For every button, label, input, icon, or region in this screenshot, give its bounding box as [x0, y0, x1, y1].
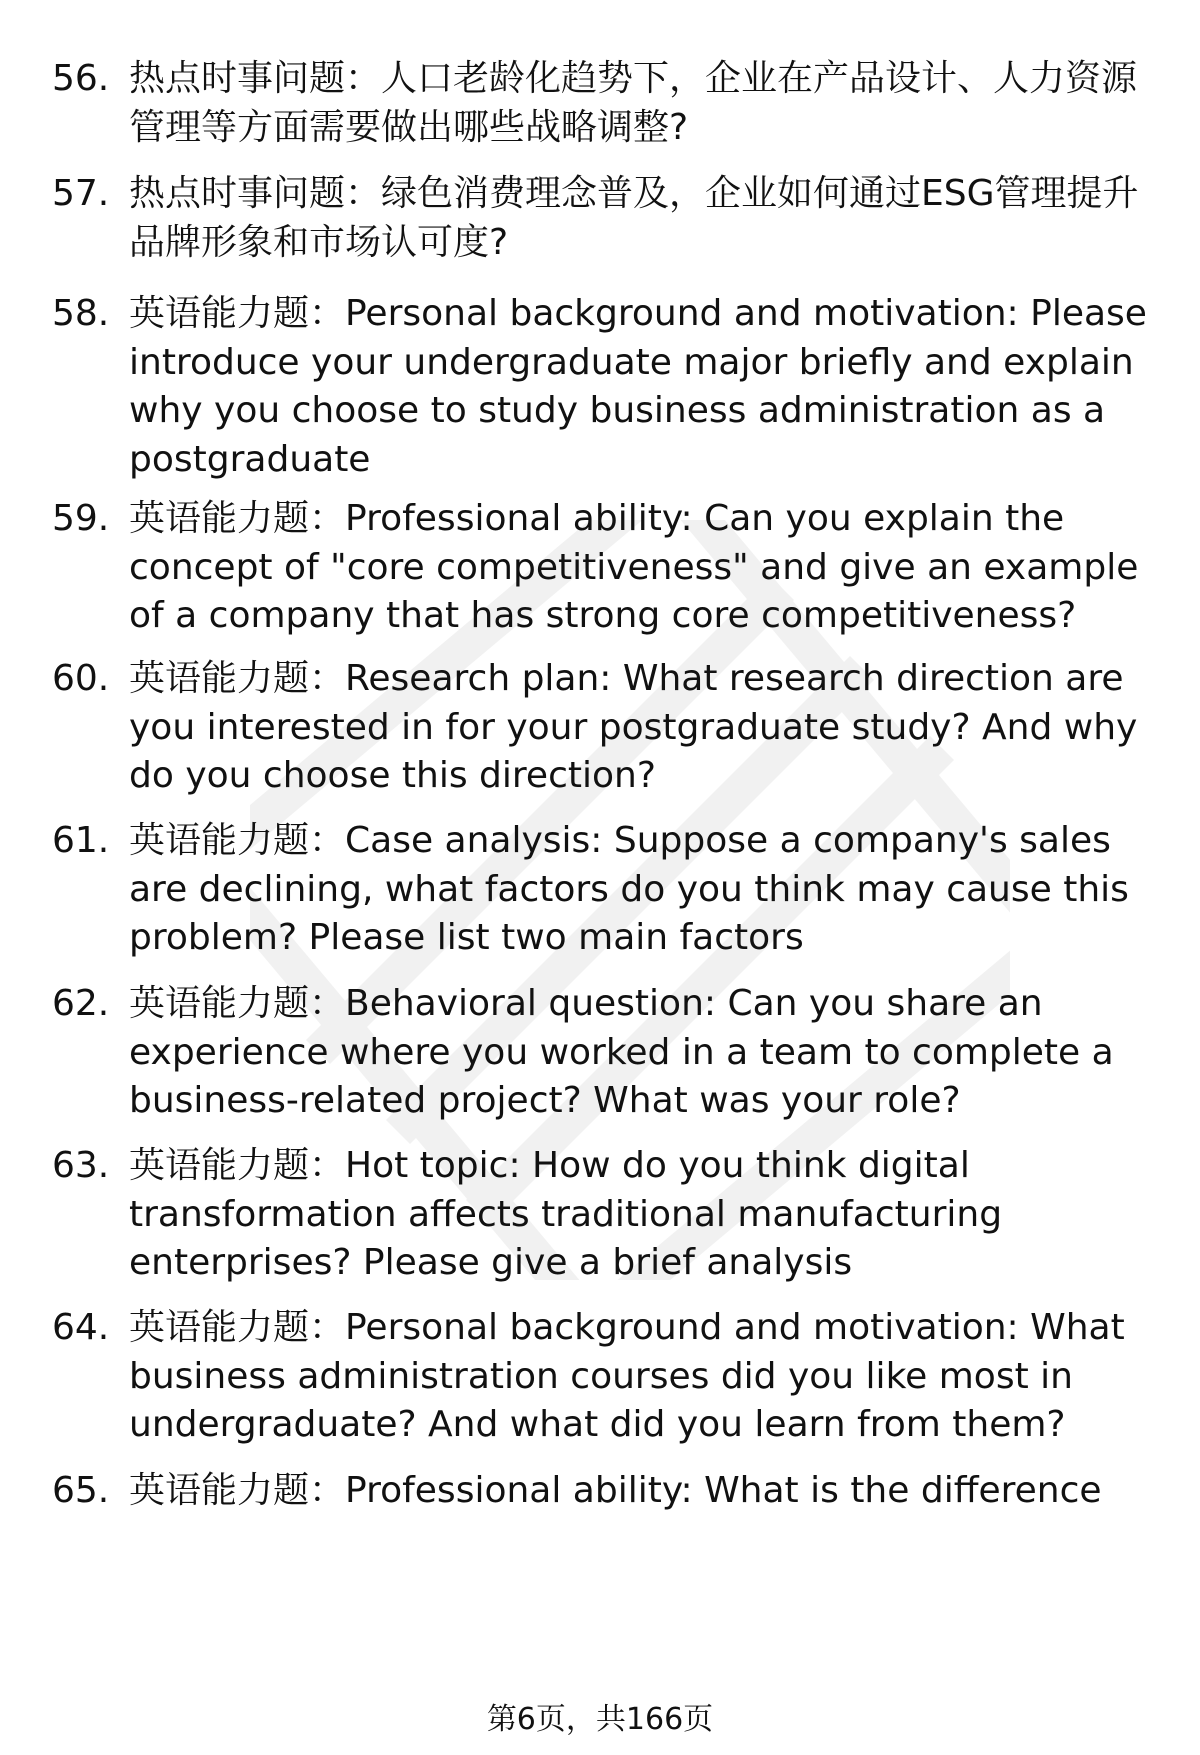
question-number: 61. [52, 820, 110, 861]
question-text: 热点时事问题：绿色消费理念普及，企业如何通过ESG管理提升品牌形象和市场认可度? [129, 173, 1139, 263]
question-number: 62. [52, 983, 110, 1024]
page-number-label: 第6页，共166页 [486, 1702, 714, 1737]
question-text: 英语能力题：Professional ability: Can you explain the concept of "core competitiveness" and give an example of a company that has strong core competitiveness? [129, 498, 1139, 636]
question-item-63 [52, 1142, 1162, 1288]
question-item-58 [52, 290, 1162, 484]
question-item-64 [52, 1304, 1162, 1450]
question-item-59 [52, 495, 1162, 641]
question-text: 英语能力题：Personal background and motivation: Please introduce your undergraduate major briefly and explain why you choose to study business administration as a postgraduate [129, 293, 1147, 480]
question-item-65 [52, 1467, 1162, 1516]
question-number: 59. [52, 498, 110, 539]
question-text: 热点时事问题：人口老龄化趋势下，企业在产品设计、人力资源管理等方面需要做出哪些战略调整? [129, 58, 1138, 148]
question-number: 56. [52, 58, 110, 99]
question-item-62 [52, 980, 1162, 1126]
question-item-56 [52, 55, 1162, 152]
question-number: 63. [52, 1145, 110, 1186]
question-number: 60. [52, 658, 110, 699]
question-number: 64. [52, 1307, 110, 1348]
question-text: 英语能力题：Case analysis: Suppose a company's sales are declining, what factors do you think may cause this problem? Please list two main factors [129, 820, 1129, 958]
question-text: 英语能力题：Personal background and motivation: What business administration courses did you like most in undergraduate? And what did you learn from them? [129, 1307, 1125, 1445]
question-text: 英语能力题：Professional ability: What is the difference [129, 1470, 1102, 1511]
question-number: 65. [52, 1470, 110, 1511]
question-text: 英语能力题：Research plan: What research direction are you interested in for your postgraduate study? And why do you choose this direction? [129, 658, 1138, 796]
question-number: 57. [52, 173, 110, 214]
question-text: 英语能力题：Behavioral question: Can you share an experience where you worked in a team to complete a business-related project? What was your role? [129, 983, 1114, 1121]
question-number: 58. [52, 293, 110, 334]
question-item-60 [52, 655, 1162, 801]
question-item-61 [52, 817, 1162, 963]
question-text: 英语能力题：Hot topic: How do you think digital transformation affects traditional manufacturing enterprises? Please give a brief analysis [129, 1145, 1003, 1283]
question-item-57 [52, 170, 1162, 267]
page-footer [0, 1700, 1200, 1740]
